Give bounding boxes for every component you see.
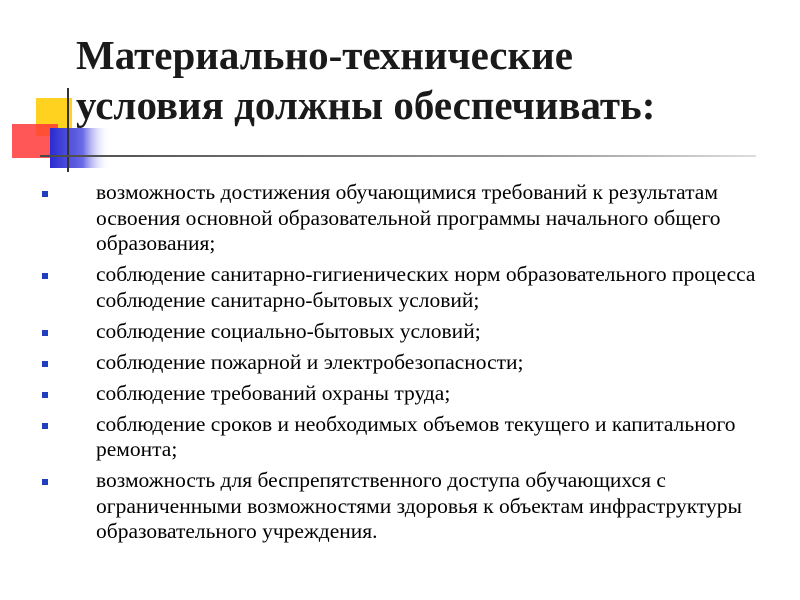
blue-square	[50, 128, 110, 168]
list-item	[38, 180, 783, 257]
list-item-text: возможность достижения обучающимися требований к результатам освоения основной образовательной программы начального общего образования;	[96, 180, 721, 255]
list-item	[38, 262, 783, 313]
square-bullet-icon	[42, 479, 48, 485]
list-item-text: соблюдение сроков и необходимых объемов текущего и капитального ремонта;	[96, 411, 736, 461]
square-bullet-icon	[42, 392, 48, 398]
horizontal-divider	[40, 155, 756, 157]
list-item-text: соблюдение социально-бытовых условий;	[96, 318, 481, 343]
list-item-text: соблюдение санитарно-гигиенических норм образовательного процесса соблюдение санитарно-бытовых условий;	[96, 262, 756, 312]
bullet-list	[38, 180, 783, 550]
square-bullet-icon	[42, 191, 48, 197]
title-line-1: Материально-технические	[76, 32, 573, 78]
square-bullet-icon	[42, 273, 48, 279]
slide-title	[76, 30, 776, 130]
list-item	[38, 319, 783, 345]
list-item	[38, 412, 783, 463]
list-item-text: соблюдение пожарной и электробезопасности;	[96, 349, 524, 374]
list-item	[38, 350, 783, 376]
list-item	[38, 381, 783, 407]
square-bullet-icon	[42, 423, 48, 429]
vertical-line	[67, 88, 69, 172]
square-bullet-icon	[42, 361, 48, 367]
list-item-text: соблюдение требований охраны труда;	[96, 380, 451, 405]
square-bullet-icon	[42, 330, 48, 336]
list-item	[38, 468, 783, 545]
title-line-2: условия должны обеспечивать:	[76, 82, 656, 128]
list-item-text: возможность для беспрепятственного доступа обучающихся с ограниченными возможностями здоровья к объектам инфраструктуры образовательного учреждения.	[96, 468, 742, 543]
